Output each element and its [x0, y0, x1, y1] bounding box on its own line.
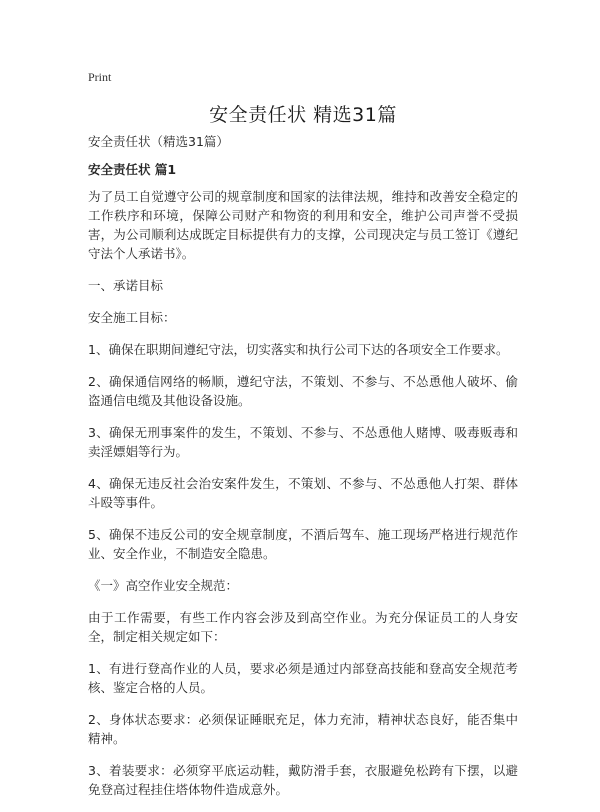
paragraph-rule-1: 1、有进行登高作业的人员，要求必须是通过内部登高技能和登高安全规范考核、鉴定合格的人员。	[88, 661, 518, 695]
document-body	[88, 132, 518, 812]
paragraph-rule-2: 2、身体状态要求：必须保证睡眠充足，体力充沛，精神状态良好，能否集中精神。	[88, 712, 518, 746]
paragraph-item-5: 5、确保不违反公司的安全规章制度，不酒后驾车、施工现场严格进行规范作业、安全作业，不制造安全隐患。	[88, 527, 518, 561]
paragraph-item-3: 3、确保无刑事案件的发生，不策划、不参与、不怂恿他人赌博、吸毒贩毒和卖淫嫖娼等行为。	[88, 425, 518, 459]
paragraph-safety-goals: 安全施工目标：	[88, 310, 176, 325]
paragraph-item-2: 2、确保通信网络的畅顺，遵纪守法，不策划、不参与、不怂恿他人破坏、偷盗通信电缆及其他设备设施。	[88, 374, 518, 408]
paragraph-high-altitude-heading: 《一》高空作业安全规范：	[88, 578, 239, 593]
print-label[interactable]: Print	[88, 70, 112, 84]
section-heading: 安全责任状 篇1	[88, 162, 177, 177]
paragraph-intro: 为了员工自觉遵守公司的规章制度和国家的法律法规，维持和改善安全稳定的工作秩序和环境，保障公司财产和物资的利用和安全，维护公司声誉不受损害，为公司顺利达成既定目标提供有力的支撑，公司现决定与员工签订《遵纪守法个人承诺书》。	[88, 189, 518, 261]
paragraph-item-4: 4、确保无违反社会治安案件发生，不策划、不参与、不怂恿他人打架、群体斗殴等事件。	[88, 476, 518, 510]
document-title: 安全责任状 精选31篇	[209, 104, 397, 126]
paragraph-high-altitude-intro: 由于工作需要，有些工作内容会涉及到高空作业。为充分保证员工的人身安全，制定相关规定如下：	[88, 610, 518, 644]
document-subtitle: 安全责任状（精选31篇）	[88, 134, 229, 149]
paragraph-item-1: 1、确保在职期间遵纪守法，切实落实和执行公司下达的各项安全工作要求。	[88, 342, 509, 357]
paragraph-rule-3: 3、着装要求：必须穿平底运动鞋，戴防滑手套，衣服避免松跨有下摆，以避免登高过程挂住塔体物件造成意外。	[88, 763, 518, 797]
paragraph-heading-goals: 一、承诺目标	[88, 278, 164, 293]
